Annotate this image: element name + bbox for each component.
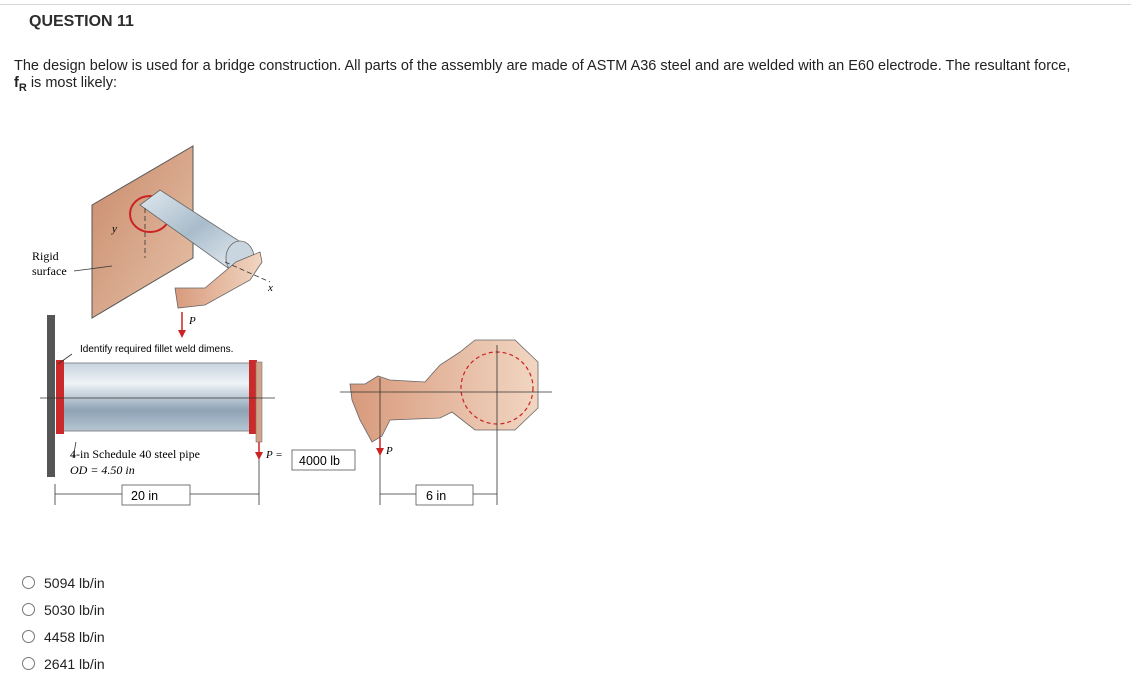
radio-button[interactable] [22,603,35,616]
answer-options [22,569,105,677]
option-1[interactable] [22,569,105,596]
end-view [340,340,552,505]
p-equals: P = [266,449,283,461]
load-value: 4000 lb [299,454,341,468]
option-label: 2641 lb/in [44,655,105,672]
radio-button[interactable] [22,630,35,643]
question-tail: is most likely: [26,75,118,91]
length-value: 20 in [131,489,159,503]
arm-value: 6 in [426,489,447,503]
option-2[interactable] [22,596,105,623]
side-view [40,315,355,505]
end-load-arrow-head [376,448,384,456]
rigid-label-line1: Rigid [32,249,59,263]
load-label-iso: P [189,315,196,327]
arm-end-view [350,340,538,442]
isometric-view [32,146,273,338]
side-load-arrow-head [255,452,263,460]
end-load-label: P [386,445,393,457]
force-symbol-letter: f [14,75,19,91]
question-body: The design below is used for a bridge construction. All parts of the assembly are made of ASTM A36 steel and are welded with an E60 electrode. The resultant force, [14,58,1071,74]
force-symbol-subscript: R [18,81,27,94]
rigid-label-line2: surface [32,264,67,278]
axis-x-label: x [268,282,273,294]
note-leader [58,354,72,364]
pipe-side [60,363,255,431]
radio-button[interactable] [22,657,35,670]
option-3[interactable] [22,623,105,650]
question-title: QUESTION 11 [29,13,134,30]
end-plate [256,362,262,442]
pipe-label-line2: OD = 4.50 in [70,463,135,477]
radio-button[interactable] [22,576,35,589]
weld-left [56,360,64,434]
option-label: 4458 lb/in [44,628,105,645]
option-label: 5030 lb/in [44,601,105,618]
option-label: 5094 lb/in [44,574,105,591]
axis-y-label: y [112,223,117,235]
weld-note: Identify required fillet weld dimens. [80,344,234,355]
pipe-label-line1: 4-in Schedule 40 steel pipe [70,447,200,461]
wall [47,315,55,477]
option-4[interactable] [22,650,105,677]
load-arrow-head [178,330,186,338]
